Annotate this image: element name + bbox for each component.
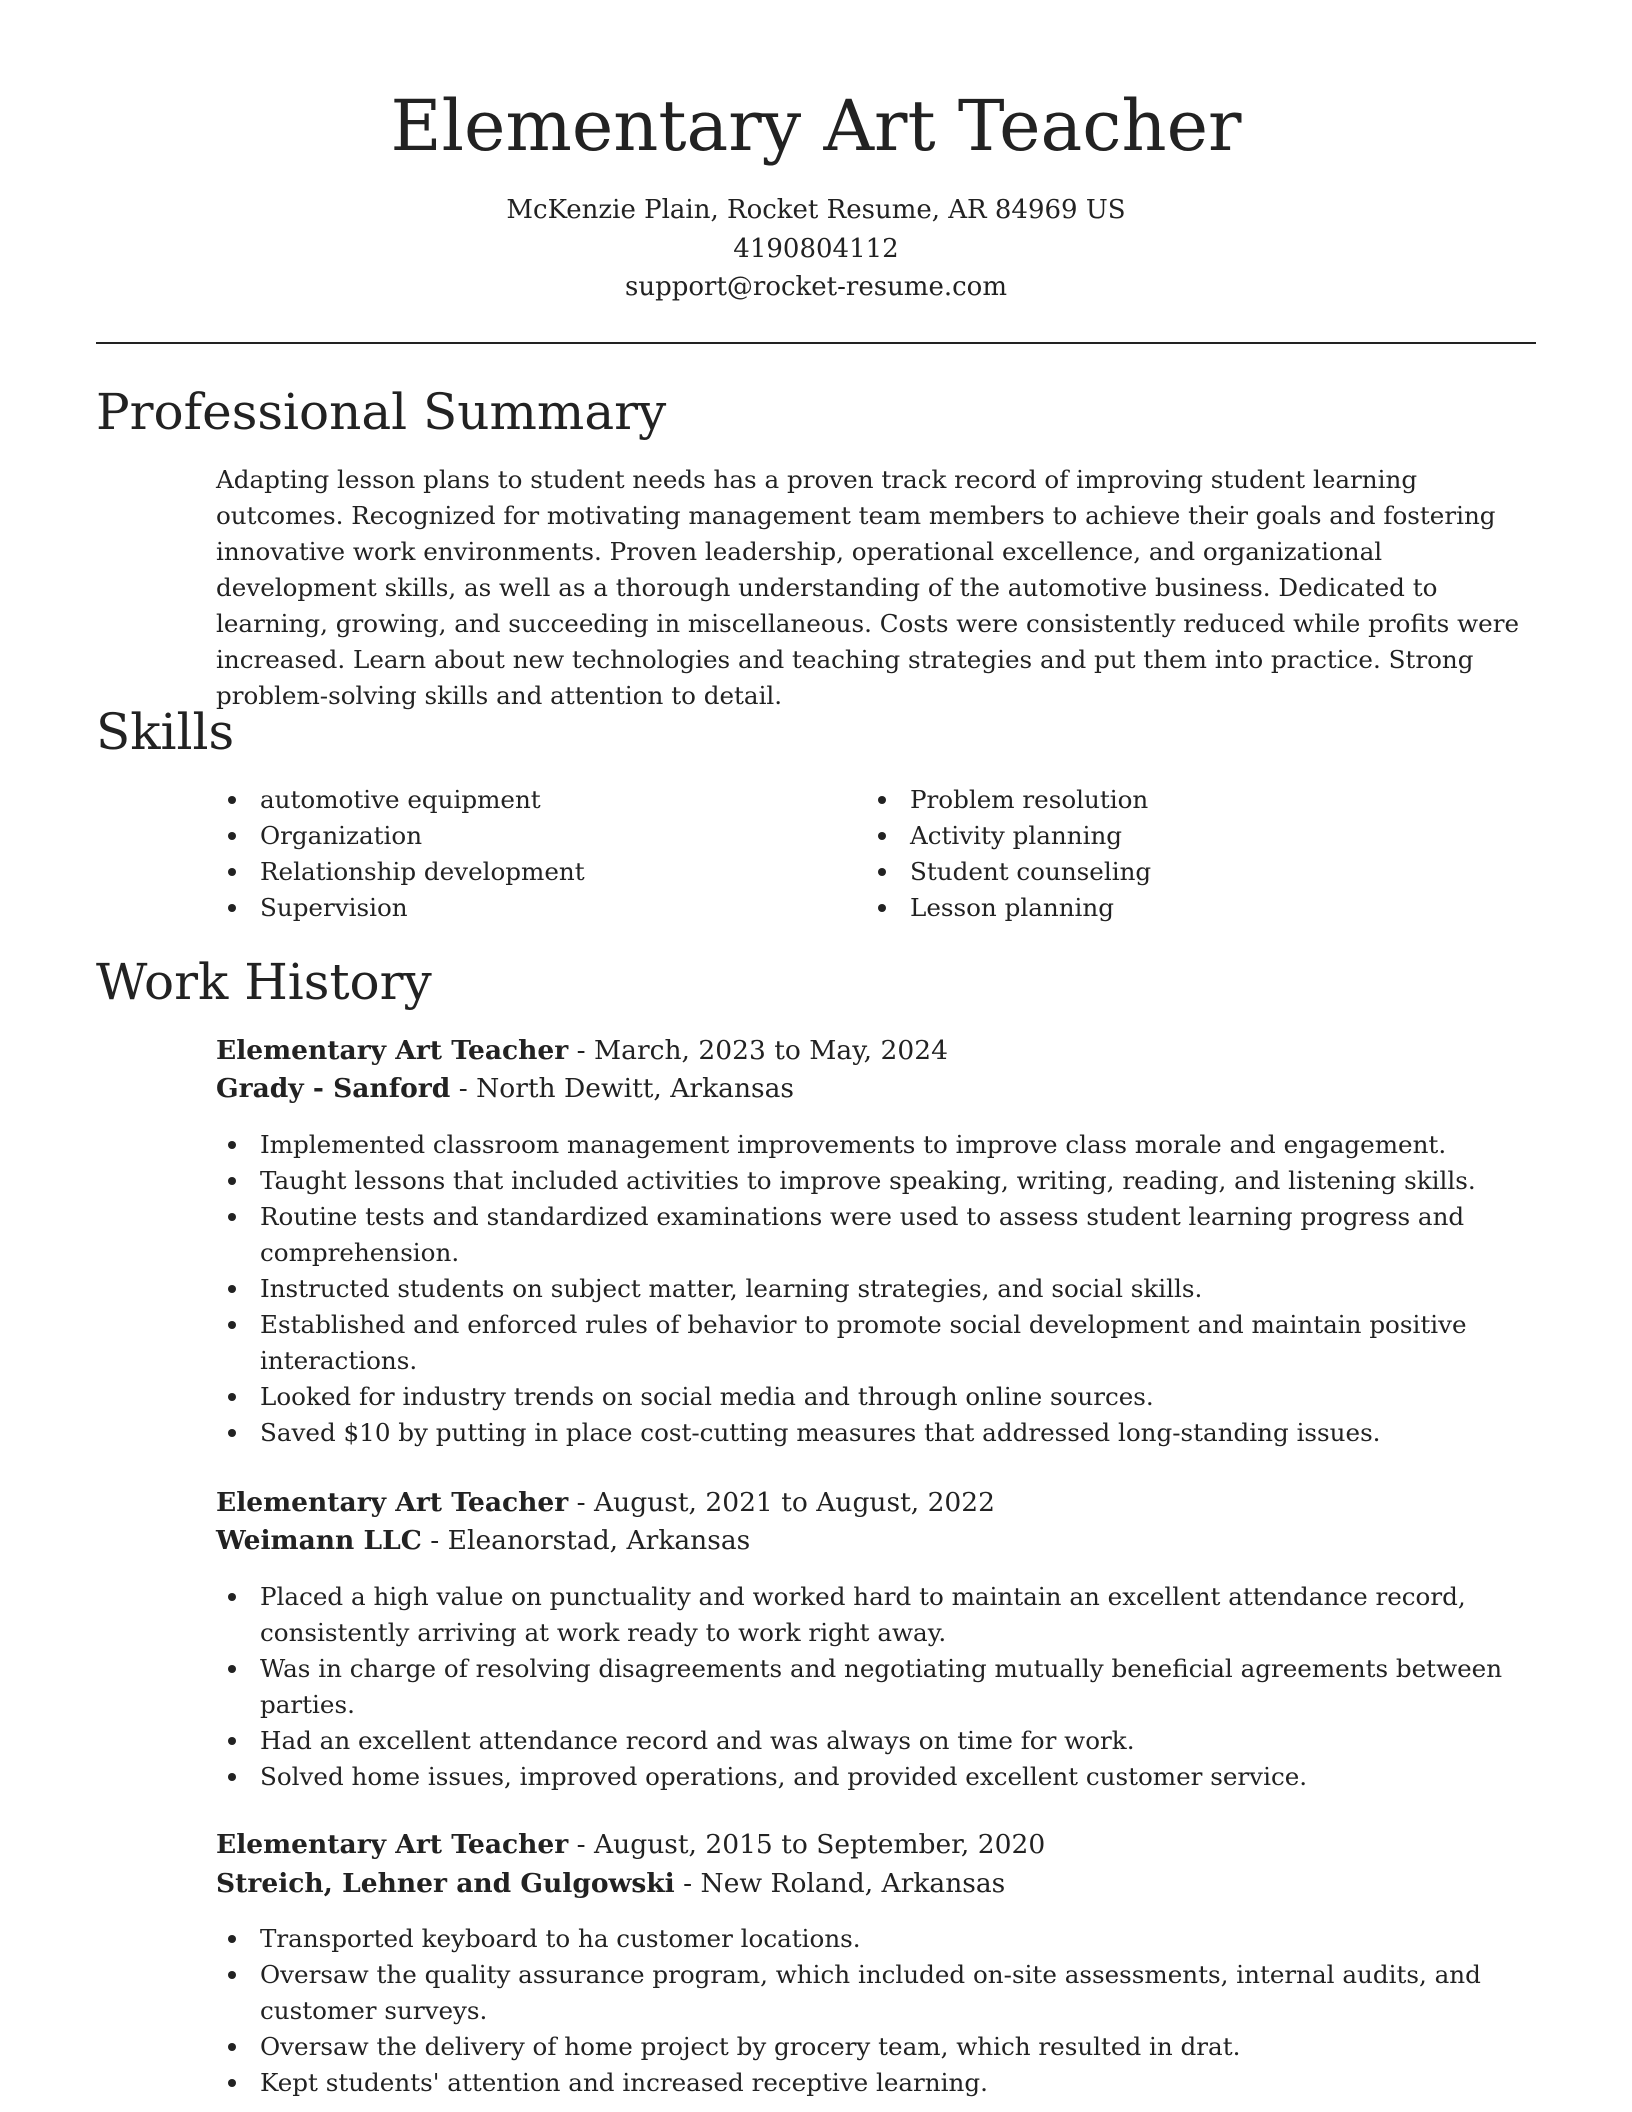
job-company: Weimann LLC [216,1525,422,1556]
contact-phone: 4190804112 [733,234,899,264]
skills-list-right [866,782,1536,926]
job-company-line [216,1522,1536,1560]
skill-item: Supervision [216,890,856,926]
duty-item: Had an excellent attendance record and was always on time for work. [216,1723,1536,1759]
duty-item: Taught lessons that included activities to improve speaking, writing, reading, and listening skills. [216,1163,1536,1199]
summary-heading: Professional Summary [96,383,667,441]
duty-item: Established and enforced rules of behavior to promote social development and maintain positive interactions. [216,1307,1536,1379]
duty-item: Implemented classroom management improvements to improve class morale and engagement. [216,1127,1536,1163]
duty-item: Oversaw the delivery of home project by grocery team, which resulted in drat. [216,2029,1536,2065]
job-dates: - August, 2021 to August, 2022 [568,1487,996,1518]
skill-item: Activity planning [866,818,1536,854]
job-location: - Eleanorstad, Arkansas [421,1525,751,1556]
skill-item: Student counseling [866,854,1536,890]
job-location: - North Dewitt, Arkansas [450,1073,795,1104]
duty-item: Instructed students on subject matter, learning strategies, and social skills. [216,1271,1536,1307]
job-company: Streich, Lehner and Gulgowski [216,1868,675,1899]
skill-item: Organization [216,818,856,854]
duty-item: Looked for industry trends on social media and through online sources. [216,1379,1536,1415]
job-location: - New Roland, Arkansas [674,1868,1006,1899]
duty-item: Transported keyboard to ha customer locations. [216,1921,1536,1957]
contact-email: support@rocket-resume.com [624,272,1007,302]
skill-item: Relationship development [216,854,856,890]
job-title: Elementary Art Teacher [216,1487,569,1518]
duty-item: Kept students' attention and increased receptive learning. [216,2065,1536,2101]
job-duties-list [216,1921,1536,2101]
duty-item: Solved home issues, improved operations, and provided excellent customer service. [216,1759,1536,1795]
work-history-heading: Work History [96,953,432,1011]
summary-text: Adapting lesson plans to student needs has a proven track record of improving student learning outcomes. Recognized for motivating management team members to achieve their goals and fostering innovative work environments. Proven leadership, operational excellence, and organizational development skills, as well as a thorough understanding of the automotive business. Dedicated to learning, growing, and succeeding in miscellaneous. Costs were consistently reduced while profits were increased. Learn about new technologies and teaching strategies and put them into practice. Strong problem-solving skills and attention to detail. [216,465,1520,710]
skills-list-left [216,782,856,926]
job-dates: - March, 2023 to May, 2024 [568,1035,948,1066]
job-duties-list [216,1127,1536,1451]
job-company-line [216,1865,1536,1903]
skill-item: automotive equipment [216,782,856,818]
skill-item: Problem resolution [866,782,1536,818]
header-divider [96,342,1536,344]
duty-item: Saved $10 by putting in place cost-cutting measures that addressed long-standing issues. [216,1415,1536,1451]
contact-address: McKenzie Plain, Rocket Resume, AR 84969 US [506,195,1126,225]
job-title: Elementary Art Teacher [216,1829,569,1860]
job-duties-list [216,1579,1536,1795]
resume-name: Elementary Art Teacher [390,85,1242,167]
duty-item: Routine tests and standardized examinations were used to assess student learning progress and comprehension. [216,1199,1536,1271]
skills-heading: Skills [96,703,235,761]
job-title-line [216,1484,1536,1522]
job-title: Elementary Art Teacher [216,1035,569,1066]
job-company: Grady - Sanford [216,1073,451,1104]
job-title-line [216,1032,1536,1070]
job-title-line [216,1826,1536,1864]
job-dates: - August, 2015 to September, 2020 [568,1829,1046,1860]
duty-item: Was in charge of resolving disagreements and negotiating mutually beneficial agreements between parties. [216,1651,1536,1723]
job-company-line [216,1070,1536,1108]
skill-item: Lesson planning [866,890,1536,926]
duty-item: Oversaw the quality assurance program, which included on-site assessments, internal audits, and customer surveys. [216,1957,1536,2029]
duty-item: Placed a high value on punctuality and worked hard to maintain an excellent attendance record, consistently arriving at work ready to work right away. [216,1579,1536,1651]
